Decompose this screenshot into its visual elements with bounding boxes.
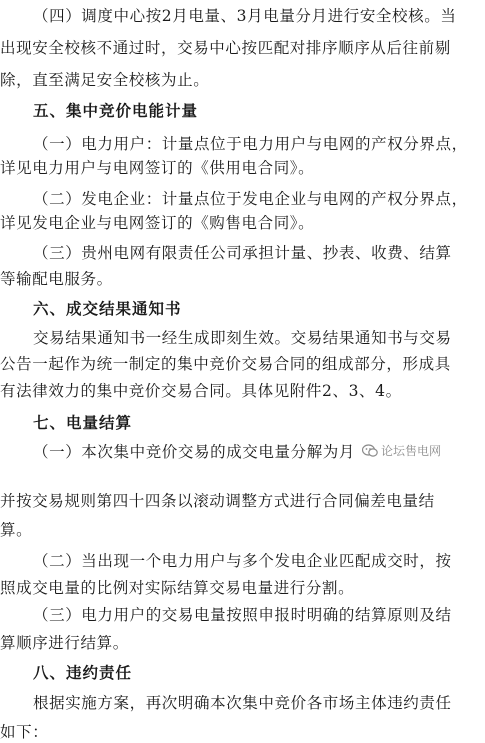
- text-line: 出现安全校核不通过时，交易中心按匹配对排序顺序从后往前剔: [0, 39, 451, 57]
- text-line: （三）贵州电网有限责任公司承担计量、抄表、收费、结算: [33, 244, 452, 262]
- text-line: （二）发电企业：计量点位于发电企业与电网的产权分界点，: [33, 190, 468, 208]
- text-line: （三）电力用户的交易电量按照申报时明确的结算原则及结: [33, 606, 452, 624]
- section-heading: 五、集中竞价电能计量: [33, 102, 199, 120]
- text-line: 有法律效力的集中竞价交易合同。具体见附件2、3、4。: [0, 382, 402, 400]
- wechat-bubble-icon: [362, 444, 378, 458]
- section-heading: 八、违约责任: [33, 664, 133, 682]
- text-line: 除，直至满足安全校核为止。: [0, 71, 210, 89]
- text-line: （四）调度中心按2月电量、3月电量分月进行安全校核。当: [33, 7, 457, 25]
- text-line: 照成交电量的比例对实际结算交易电量进行分割。: [0, 579, 355, 597]
- text-line: 交易结果通知书一经生成即刻生效。交易结果通知书与交易: [33, 329, 452, 347]
- text-line: （一）本次集中竞价交易的成交电量分解为月: [33, 443, 356, 461]
- watermark: [358, 442, 445, 459]
- text-line: （一）电力用户：计量点位于电力用户与电网的产权分界点，: [33, 135, 468, 153]
- text-line: （二）当出现一个电力用户与多个发电企业匹配成交时，按: [33, 552, 452, 570]
- text-line: 详见发电企业与电网签订的《购售电合同》。: [0, 214, 315, 232]
- text-line: 公告一起作为统一制定的集中竞价交易合同的组成部分，形成具: [0, 355, 451, 373]
- text-line: 等输配电服务。: [0, 270, 113, 288]
- text-line: 如下：: [0, 723, 49, 741]
- text-line: 算顺序进行结算。: [0, 634, 129, 652]
- text-line: 算。: [0, 521, 33, 539]
- text-line: 根据实施方案，再次明确本次集中竞价各市场主体违约责任: [33, 694, 452, 712]
- text-line: 详见电力用户与电网签订的《供用电合同》。: [0, 159, 315, 177]
- text-line: 并按交易规则第四十四条以滚动调整方式进行合同偏差电量结: [0, 492, 435, 510]
- section-heading: 七、电量结算: [33, 414, 133, 432]
- section-heading: 六、成交结果通知书: [33, 300, 182, 318]
- watermark-text: 论坛售电网: [381, 444, 442, 458]
